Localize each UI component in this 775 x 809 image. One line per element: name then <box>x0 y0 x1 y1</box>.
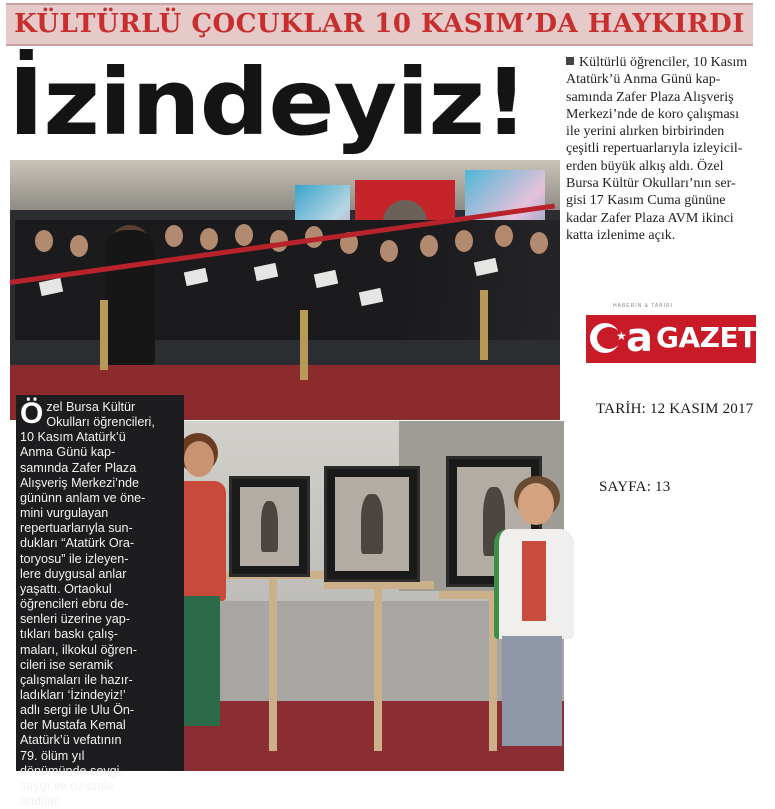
barrier-post <box>480 290 488 360</box>
banner-title: KÜLTÜRLÜ ÇOCUKLAR 10 KASIM’DA HAYKIRDI <box>14 9 745 39</box>
caption-line: lere duygusal anlar <box>20 566 127 581</box>
singer-head <box>455 230 473 252</box>
intro-line: kadar Zafer Plaza AVM ikinci <box>566 210 734 226</box>
logo-word: GAZETE <box>656 321 775 354</box>
artwork-frame <box>324 466 420 582</box>
caption-line: 79. ölüm yıl <box>20 748 85 763</box>
intro-line: Kültürlü öğrenciler, 10 Kasım <box>566 54 756 71</box>
caption-text <box>20 397 180 809</box>
section-banner <box>6 3 753 46</box>
caption-line: çalışmaları ile hazır- <box>20 672 133 687</box>
caption-line: toryosu” ile izleyen- <box>20 551 129 566</box>
conductor <box>105 230 155 365</box>
artwork-figure <box>261 501 279 552</box>
girl-left-face <box>184 441 214 477</box>
intro-paragraph <box>566 54 756 244</box>
caption-line: Anma Günü kap- <box>20 445 116 460</box>
caption-line: gününn anlam ve öne- <box>20 490 146 505</box>
artwork-frame <box>229 476 310 577</box>
logo-tagline: HABERIN & TABIRI <box>613 303 673 309</box>
artwork <box>335 477 409 571</box>
choir-photo <box>10 160 560 420</box>
caption-line: senleri üzerine yap- <box>20 612 130 627</box>
intro-line: erden büyük alkış aldı. Özel <box>566 158 724 174</box>
caption-line: dukları “Atatürk Ora- <box>20 536 135 551</box>
barrier-post <box>300 310 308 380</box>
agazete-logo <box>586 315 775 363</box>
intro-line: Bursa Kültür Okulları’nın ser- <box>566 176 736 192</box>
intro-line: Merkezi’nde de koro çalışması <box>566 106 739 122</box>
exhibition-photo <box>184 421 564 771</box>
publication-date: TARİH: 12 KASIM 2017 <box>596 401 754 417</box>
caption-line: 10 Kasım Atatürk’ü <box>20 430 126 445</box>
intro-line: çeşitli repertuarlarıyla izleyicil- <box>566 141 743 157</box>
barrier-post <box>100 300 108 370</box>
caption-line: cileri ise seramik <box>20 657 114 672</box>
singer-head <box>495 225 513 247</box>
singer-head <box>200 228 218 250</box>
singer-head <box>380 240 398 262</box>
singer-head <box>530 232 548 254</box>
artwork-figure <box>361 494 383 554</box>
music-sheet <box>314 270 338 288</box>
singer-head <box>35 230 53 252</box>
intro-line: Atatürk’ü Anma Günü kap- <box>566 72 721 88</box>
headline: İzindeyiz! <box>8 49 528 156</box>
caption-line: maları, ilkokul öğren- <box>20 642 137 657</box>
caption-line: tıkları baskı çalış- <box>20 627 118 642</box>
caption-line: adlı sergi ile Ulu Ön- <box>20 703 135 718</box>
singer-head <box>420 235 438 257</box>
caption-line: öğrencileri ebru de- <box>20 597 129 612</box>
photo-caption <box>16 395 184 809</box>
singer-head <box>70 235 88 257</box>
caption-line: Alışveriş Merkezi’nde <box>20 475 139 490</box>
choir-group <box>15 220 560 340</box>
caption-line: andılar. <box>20 794 62 809</box>
caption-line: der Mustafa Kemal <box>20 718 126 733</box>
easel-leg <box>374 581 382 751</box>
music-sheet <box>359 288 383 306</box>
intro-line: samında Zafer Plaza Alışveriş <box>566 89 734 105</box>
girl-right-pants <box>502 636 562 746</box>
intro-line: gisi 17 Kasım Cuma gününe <box>566 193 726 209</box>
music-sheet <box>39 278 63 296</box>
singer-head <box>235 224 253 246</box>
caption-line: yaşattı. Ortaokul <box>20 581 112 596</box>
caption-line: saygı ve özlemle <box>20 778 114 793</box>
intro-line: ile yerini alırken birbirinden <box>566 124 725 140</box>
star-icon: ★ <box>616 329 627 343</box>
page-number: SAYFA: 13 <box>599 479 671 495</box>
girl-right-face <box>518 483 554 525</box>
caption-line: Atatürk’ü vefatının <box>20 733 122 748</box>
intro-line: katta izlenime açık. <box>566 227 676 243</box>
girl-right-shirt <box>522 541 546 621</box>
caption-line: Okulları öğrencileri, <box>46 415 155 430</box>
logo-mark: a <box>626 315 653 361</box>
caption-line: mini vurgulayan <box>20 506 109 521</box>
caption-line: dönümünde sevgi, <box>20 763 123 778</box>
caption-dropcap: Ö <box>20 397 44 430</box>
artwork <box>240 487 299 566</box>
music-sheet <box>184 268 208 286</box>
caption-line: repertuarlarıyla sun- <box>20 521 133 536</box>
singer-head <box>165 225 183 247</box>
caption-line: zel Bursa Kültür <box>46 400 136 414</box>
music-sheet <box>254 263 278 281</box>
easel-leg <box>269 571 277 751</box>
caption-line: ladıkları ‘İzindeyiz!’ <box>20 687 126 702</box>
bullet-icon <box>566 57 574 65</box>
girl-left-pants <box>178 596 220 726</box>
caption-line: samında Zafer Plaza <box>20 460 137 475</box>
music-sheet <box>474 258 498 276</box>
